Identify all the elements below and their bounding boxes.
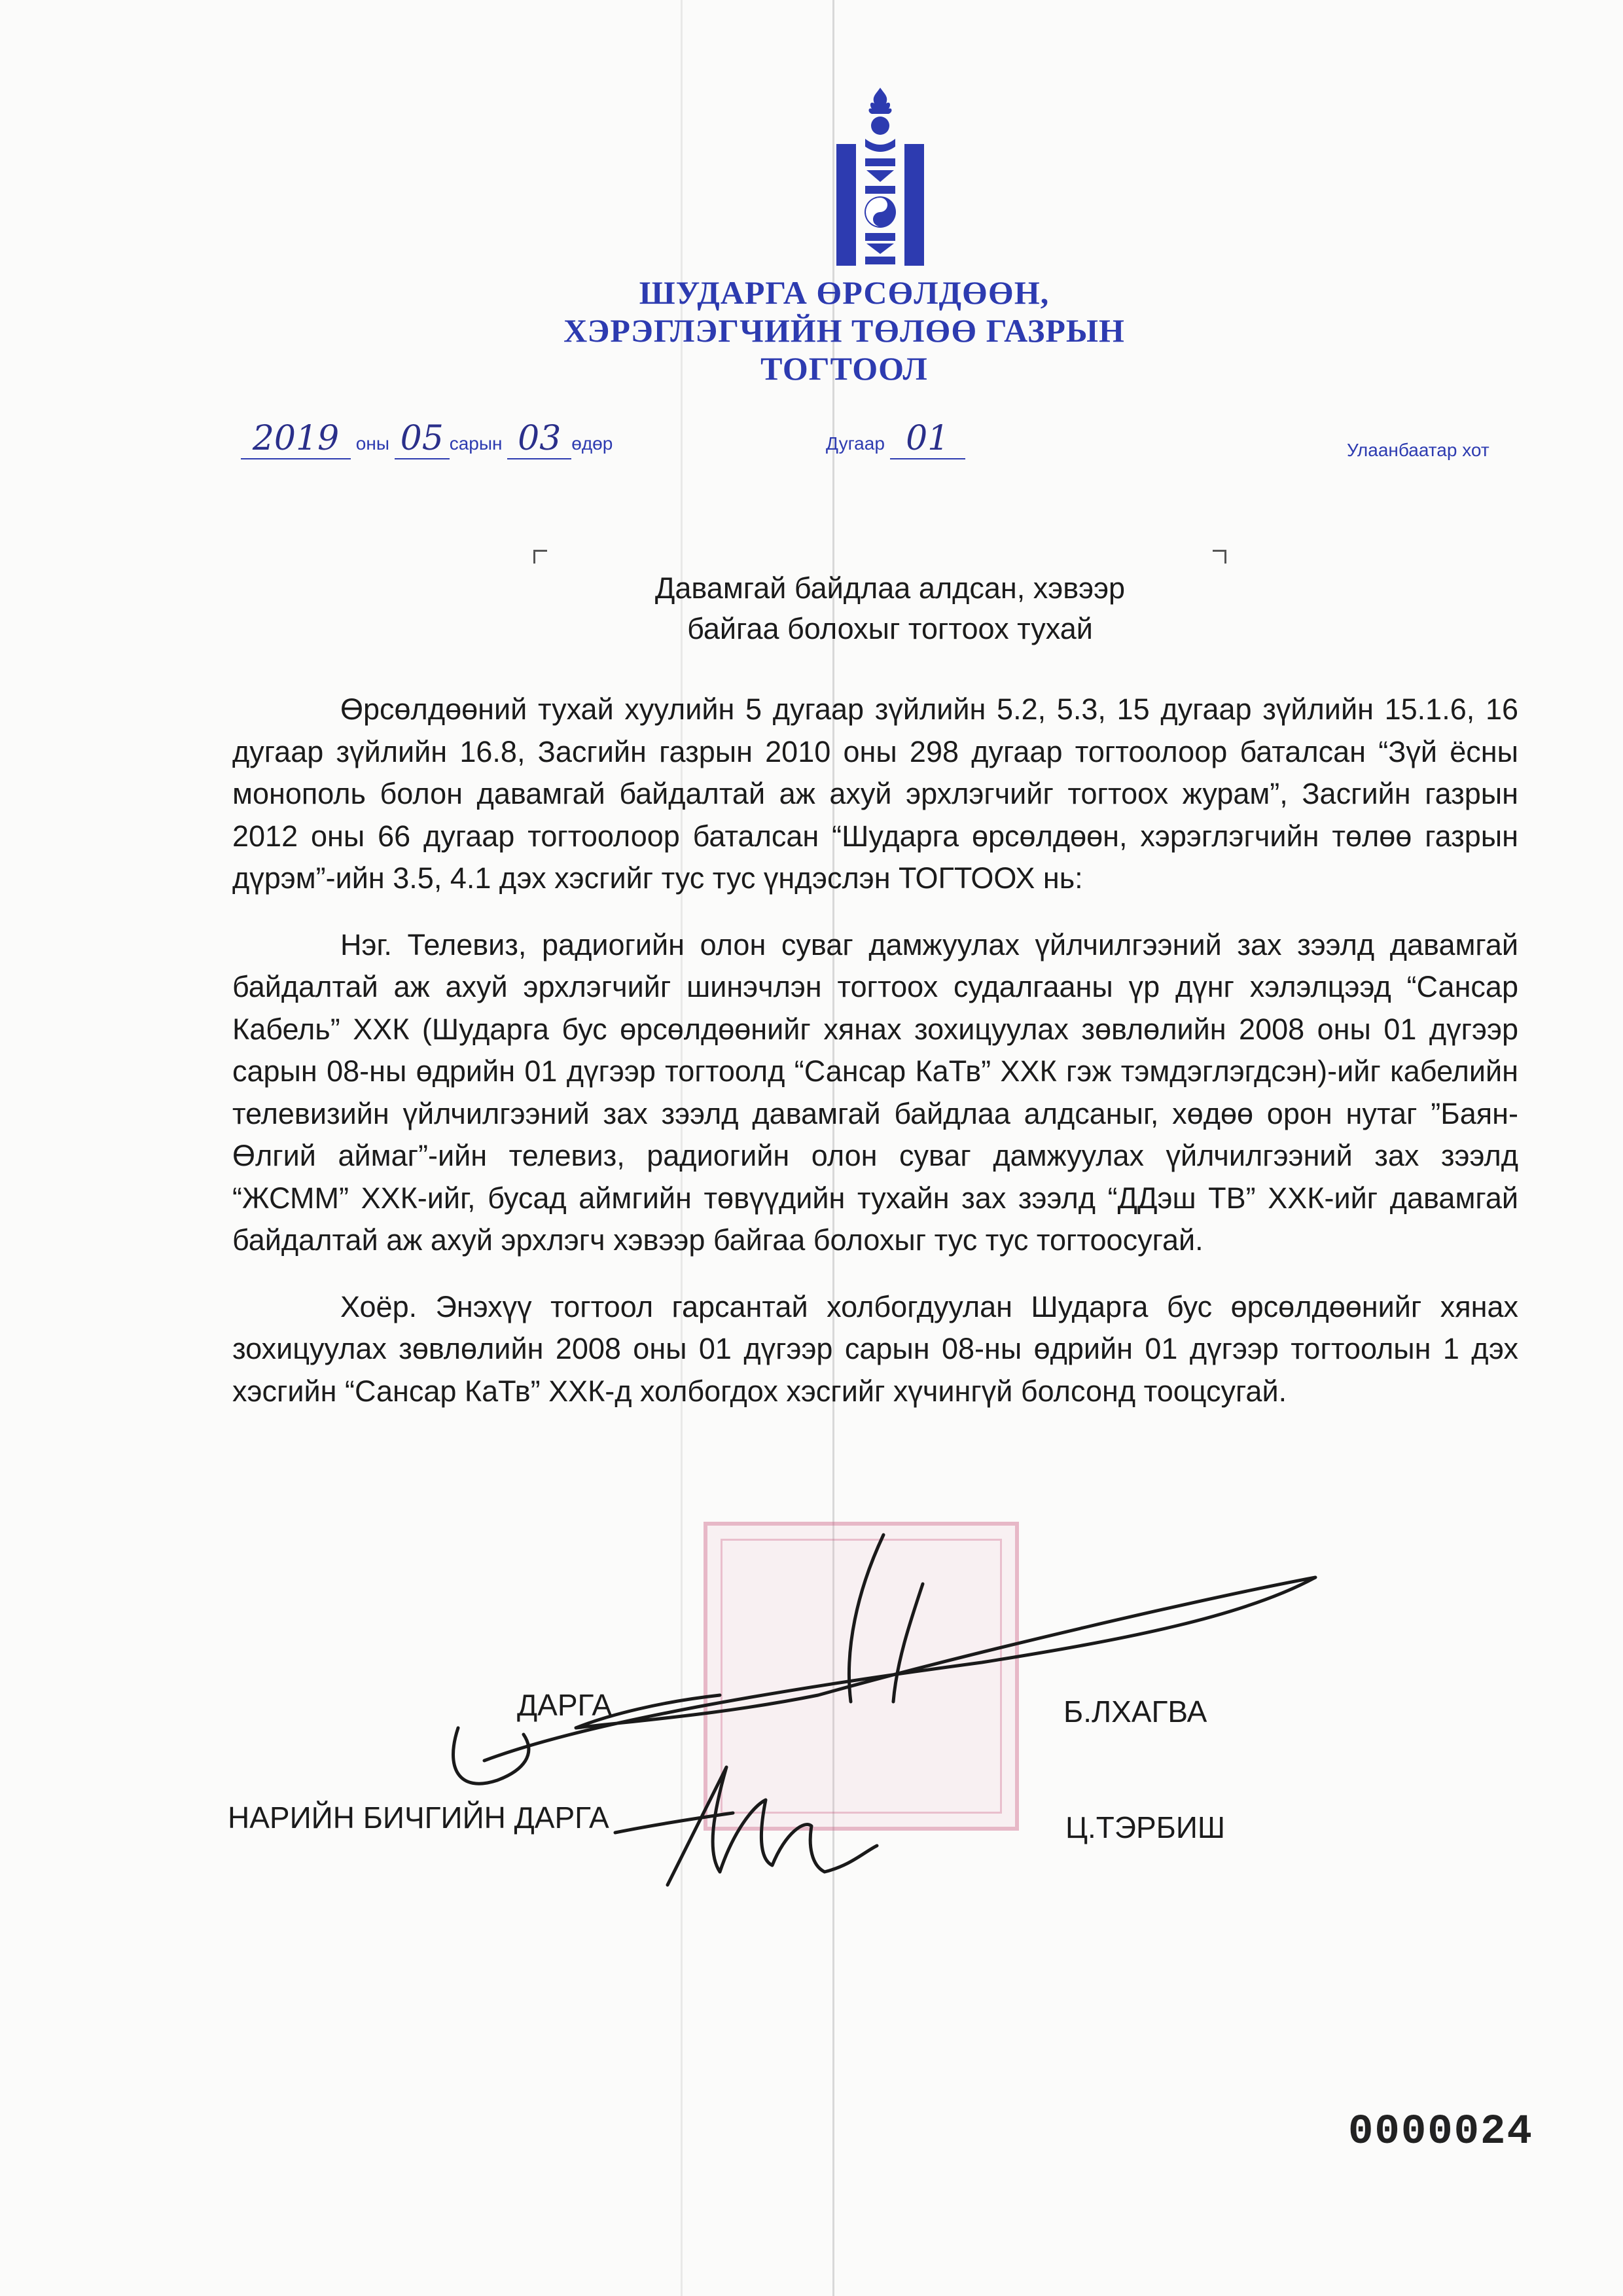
date-year: 2019: [241, 419, 351, 459]
agency-title-line: ХЭРЭГЛЭГЧИЙН ТӨЛӨӨ ГАЗРЫН: [563, 312, 1125, 349]
document-resolution-number: 01: [890, 419, 965, 459]
date-day: 03: [507, 419, 571, 459]
chair-name: Б.ЛХАГВА: [1063, 1695, 1207, 1729]
agency-title-line: ТОГТООЛ: [760, 350, 928, 387]
number-line: [826, 419, 965, 465]
secretary-role: НАРИЙН БИЧГИЙН ДАРГА: [228, 1801, 609, 1835]
date-year-suffix: оны: [355, 433, 389, 454]
subject-line: байгаа болохыг тогтоох тухай: [687, 612, 1093, 645]
chair-role: ДАРГА: [517, 1688, 613, 1722]
number-label: Дугаар: [826, 433, 885, 454]
date-month-suffix: сарын: [449, 433, 503, 454]
subject-line: Давамгай байдлаа алдсан, хэвээр: [654, 571, 1126, 605]
document-serial-number: 0000024: [1348, 2109, 1533, 2156]
city: Улаанбаатар хот: [1347, 440, 1489, 460]
official-seal-inner-border: [721, 1539, 1002, 1814]
body-paragraph: Хоёр. Энэхүү тогтоол гарсантай холбогдуулан Шударга бус өрсөлдөөнийг хянах зохицуулах зөвлөлийн 2008 оны 01 дүгээр сарын 08-ны өдрийн 01 дүгээр тогтоолын 1 дэх хэсгийн “Сансар КаТв” ХХК-д холбогдох хэсгийг хүчингүй болсонд тооцсугай.: [232, 1289, 1518, 1408]
agency-title: [419, 274, 1270, 387]
document-subject: [458, 568, 1322, 649]
agency-title-line: ШУДАРГА ӨРСӨЛДӨӨН,: [639, 274, 1050, 311]
mongolian-state-emblem-icon: [831, 85, 929, 268]
date-month: 05: [395, 419, 450, 459]
official-seal-stamp: [704, 1522, 1019, 1831]
secretary-name: Ц.ТЭРБИШ: [1065, 1810, 1226, 1844]
body-paragraph: Нэг. Телевиз, радиогийн олон суваг дамжуулах үйлчилгээний зах зээлд давамгай байдалтай аж ахуй эрхлэгчийг шинэчлэн тогтоох судалгааны үр дүнг хэлэлцээд “Сансар Кабель” ХХК (Шударга бус өрсөлдөөнийг хянах зохицуулах зөвлөлийн 2008 оны 01 дүгээр сарын 08-ны өдрийн 01 дүгээр тогтоолд “Сансар КаТв” ХХК гэж тэмдэглэгдсэн)-ийг кабелийн телевизийн үйлчилгээний зах зээлд давамгай байдлаа алдсаныг, хөдөө орон нутаг ”Баян-Өлгий аймаг”-ийн телевиз, радиогийн олон суваг дамжуулах үйлчилгээний зах зээлд “ЖСММ” ХХК-ийг, бусад аймгийн төвүүдийн тухайн зах зээлд “ДДэш ТВ” ХХК-ийг давамгай байдалтай аж ахуй эрхлэгч хэвээр байгаа болохыг тус тус тогтоосугай.: [232, 927, 1518, 1257]
subject-bracket-right: [1213, 550, 1226, 564]
subject-bracket-left: [533, 550, 547, 564]
date-day-suffix: өдөр: [571, 433, 613, 454]
document-body: [232, 689, 1518, 1437]
body-paragraph: Өрсөлдөөний тухай хуулийн 5 дугаар зүйлийн 5.2, 5.3, 15 дугаар зүйлийн 15.1.6, 16 дугаар зүйлийн 16.8, Засгийн газрын 2010 оны 298 дугаар тогтоолоор баталсан “Зүй ёсны монополь болон давамгай байдалтай аж ахуй эрхлэгчийг тогтоох журам”, Засгийн газрын 2012 оны 66 дугаар тогтоолоор баталсан “Шударга өрсөлдөөн, хэрэглэгчийн төлөө газрын дүрэм”-ийн 3.5, 4.1 дэх хэсгийг тус тус үндэслэн ТОГТООХ нь:: [232, 692, 1518, 895]
date-line: [241, 419, 613, 465]
